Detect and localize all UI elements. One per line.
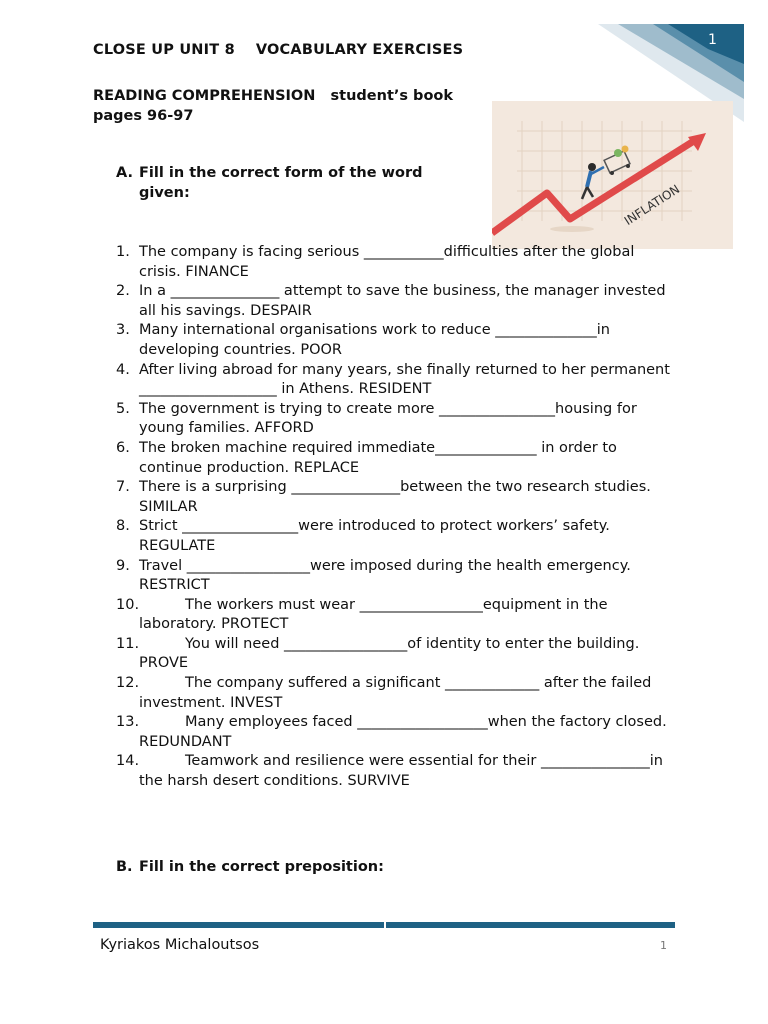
illustration-caption: INFLATION [621, 181, 683, 229]
item-text: After living abroad for many years, she finally returned to her permanent ___________________ in Athens. RESIDENT [139, 361, 670, 398]
item-text: Travel _________________were imposed during the health emergency. RESTRICT [139, 557, 631, 594]
item-text: Teamwork and resilience were essential for their _______________in the harsh desert conditions. SURVIVE [139, 753, 663, 790]
item-text: The workers must wear _________________equipment in the laboratory. PROTECT [139, 596, 608, 633]
exercise-item [116, 400, 676, 439]
item-number: 7. [116, 479, 130, 496]
footer-rule-right [386, 922, 675, 928]
item-number: 3. [116, 322, 130, 339]
item-text: You will need _________________of identity to enter the building. PROVE [139, 635, 640, 672]
item-text: Many employees faced __________________when the factory closed. REDUNDANT [139, 714, 667, 750]
item-number: 5. [116, 400, 130, 417]
item-number: 11. [116, 635, 140, 652]
exercise-item [116, 361, 676, 400]
exercise-item [116, 674, 676, 713]
item-text: The government is trying to create more ________________housing for young families. AFFORD [139, 400, 637, 437]
footer-rule-left [93, 922, 384, 928]
section-a-letter: A. [116, 165, 133, 181]
item-number: 1. [116, 244, 130, 260]
item-text: In a _______________ attempt to save the business, the manager invested all his savings. DESPAIR [139, 283, 666, 319]
item-text: The broken machine required immediate______________ in order to continue production. REPLACE [139, 439, 617, 476]
item-text: The company is facing serious ___________difficulties after the global crisis. FINANCE [139, 244, 635, 280]
section-a-heading [116, 164, 456, 203]
exercise-item [116, 557, 676, 596]
item-text: Many international organisations work to reduce ______________in developing countries. POOR [139, 322, 610, 358]
section-b-letter: B. [116, 859, 133, 875]
exercise-item [116, 478, 676, 517]
exercise-item [116, 321, 676, 360]
footer-page-number: 1 [660, 939, 667, 952]
document-title: CLOSE UP UNIT 8 VOCABULARY EXERCISES [93, 42, 464, 58]
item-number: 10. [116, 596, 140, 613]
exercise-item [116, 752, 676, 791]
item-text: Strict ________________were introduced to protect workers’ safety. REGULATE [139, 518, 610, 554]
exercise-item [116, 713, 676, 752]
document-subtitle: READING COMPREHENSION student’s book pages 96-97 [93, 88, 454, 124]
item-number: 2. [116, 283, 130, 300]
exercise-item [116, 596, 676, 635]
inflation-illustration [492, 101, 733, 249]
footer-author: Kyriakos Michaloutsos [100, 937, 260, 953]
exercise-list [116, 243, 676, 792]
item-number: 14. [116, 753, 140, 770]
section-b-heading [116, 859, 384, 875]
exercise-item [116, 282, 676, 321]
exercise-item [116, 517, 676, 556]
item-number: 13. [116, 714, 140, 731]
item-text: The company suffered a significant _____________ after the failed investment. INVEST [139, 675, 652, 711]
item-number: 12. [116, 675, 140, 692]
page-number-top: 1 [708, 32, 717, 48]
exercise-item [116, 439, 676, 478]
section-b-text: Fill in the correct preposition: [139, 859, 384, 875]
exercise-item [116, 243, 676, 282]
section-a-text: Fill in the correct form of the word given: [139, 165, 423, 201]
item-text: There is a surprising _______________between the two research studies. SIMILAR [139, 479, 651, 515]
item-number: 4. [116, 361, 130, 378]
item-number: 8. [116, 518, 130, 535]
item-number: 9. [116, 557, 130, 574]
exercise-item [116, 635, 676, 674]
item-number: 6. [116, 439, 130, 456]
